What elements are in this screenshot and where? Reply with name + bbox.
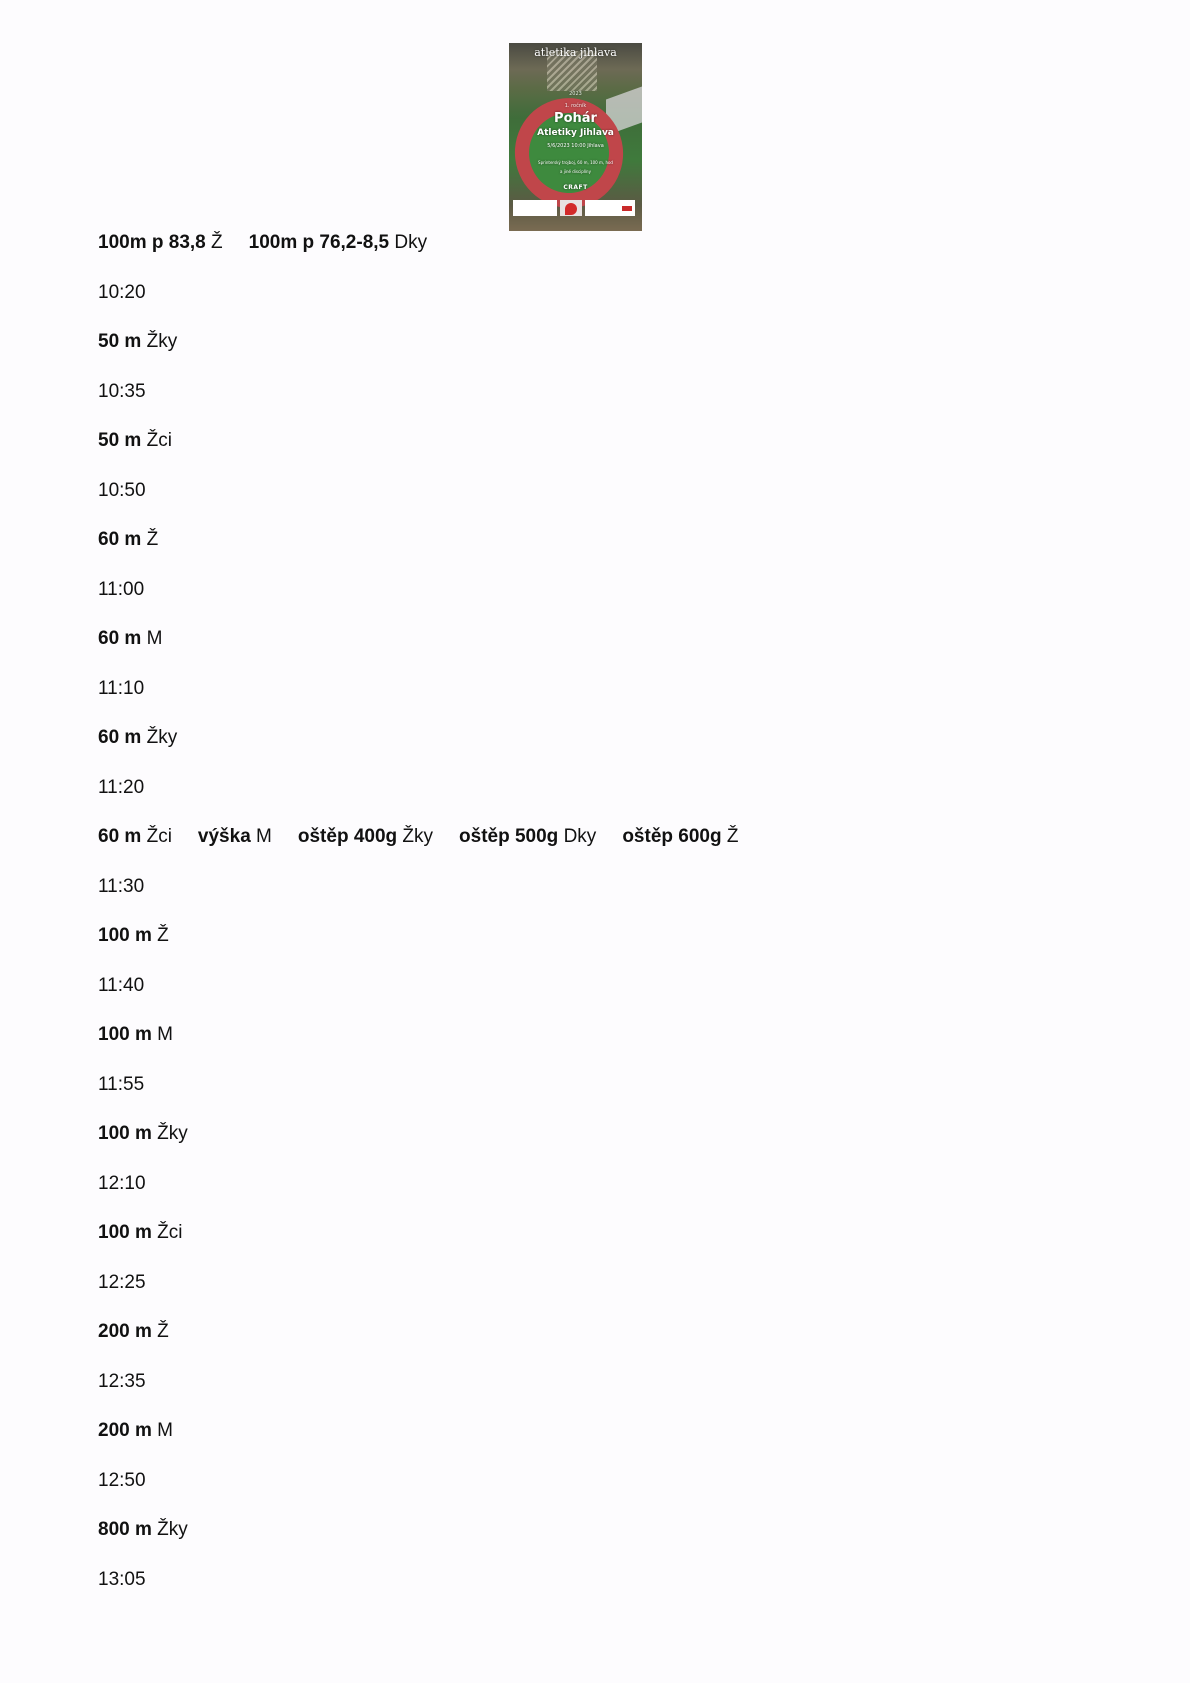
event-name: 50 m: [98, 430, 142, 451]
event-category: Žci: [157, 1222, 183, 1243]
schedule-events-row: [98, 824, 738, 850]
event-name: 100 m: [98, 1123, 152, 1144]
event-entry: [98, 230, 223, 256]
event-name: oštěp 600g: [622, 826, 722, 847]
schedule-events-row: [98, 1022, 173, 1048]
partner-logo: [513, 200, 557, 216]
event-category: M: [256, 826, 272, 847]
schedule-time: 12:25: [98, 1271, 146, 1293]
sponsor-logo: CRAFT: [563, 184, 588, 191]
schedule-events-row: [98, 725, 177, 751]
event-entry: [459, 824, 596, 850]
partner-logo: [585, 200, 635, 216]
event-entry: [98, 1220, 182, 1246]
schedule-time: 10:50: [98, 479, 146, 501]
event-category: Žci: [146, 430, 172, 451]
event-category: Žci: [146, 826, 172, 847]
schedule-events-row: [98, 230, 427, 256]
event-entry: [98, 1517, 188, 1543]
schedule-time: 12:50: [98, 1469, 146, 1491]
event-entry: [98, 1022, 173, 1048]
poster-info-1: Sprinterský trojboj, 60 m, 100 m, hod: [538, 160, 613, 165]
event-category: Žky: [157, 1519, 188, 1540]
schedule-time: 11:20: [98, 776, 145, 798]
event-entry: [249, 230, 428, 256]
event-name: oštěp 400g: [297, 826, 398, 847]
event-name: 100m p 76,2-8,5: [248, 232, 390, 253]
event-name: 100 m: [98, 1222, 152, 1243]
schedule-time: 10:35: [98, 380, 146, 402]
event-entry: [98, 824, 172, 850]
schedule-events-row: [98, 923, 169, 949]
event-category: Žky: [146, 331, 178, 352]
schedule-time: 11:10: [98, 677, 145, 699]
schedule-time: 13:05: [98, 1568, 146, 1590]
event-entry: [622, 824, 738, 850]
event-category: Žky: [402, 826, 434, 847]
event-name: 100 m: [98, 925, 152, 946]
event-entry: [98, 923, 169, 949]
partner-logos: [513, 200, 638, 218]
schedule-events-row: [98, 1220, 182, 1246]
event-name: 800 m: [98, 1519, 152, 1540]
schedule-events-row: [98, 428, 172, 454]
event-entry: [98, 725, 177, 751]
event-entry: [298, 824, 433, 850]
schedule-events-row: [98, 1121, 188, 1147]
schedule-time: 12:35: [98, 1370, 146, 1392]
event-category: M: [157, 1420, 173, 1441]
poster-brand: atletika jihlava: [534, 46, 617, 59]
event-category: Žky: [157, 1123, 188, 1144]
poster-subtitle: Atletiky Jihlava: [537, 128, 614, 138]
event-name: 50 m: [98, 331, 142, 352]
event-entry: [98, 329, 177, 355]
event-category: Ž: [146, 529, 159, 550]
schedule-events-row: [98, 626, 162, 652]
poster-year: 2023: [569, 91, 582, 97]
poster-date: 5/6/2023 10:00 Jihlava: [547, 143, 604, 149]
event-category: Ž: [726, 826, 739, 847]
schedule-time: 11:40: [98, 974, 145, 996]
event-entry: [98, 1319, 169, 1345]
event-entry: [98, 1121, 188, 1147]
event-category: Dky: [394, 232, 428, 253]
partner-logo: [560, 200, 582, 216]
event-name: 100 m: [98, 1024, 152, 1045]
poster-title: Pohár: [554, 111, 597, 126]
schedule-events-row: [98, 1418, 173, 1444]
event-name: 100m p 83,8: [98, 232, 206, 253]
event-poster-image: [509, 43, 642, 231]
event-name: výška: [197, 826, 251, 847]
event-name: 200 m: [98, 1321, 152, 1342]
event-name: 200 m: [98, 1420, 152, 1441]
event-category: Dky: [563, 826, 597, 847]
event-category: Ž: [157, 925, 169, 946]
event-name: oštěp 500g: [459, 826, 559, 847]
event-entry: [98, 1418, 173, 1444]
event-entry: [98, 527, 158, 553]
event-name: 60 m: [98, 727, 142, 748]
event-name: 60 m: [98, 826, 142, 847]
schedule-events-row: [98, 527, 158, 553]
event-category: Ž: [157, 1321, 169, 1342]
schedule-time: 11:30: [98, 875, 145, 897]
event-name: 60 m: [98, 628, 142, 649]
event-category: Ž: [211, 232, 223, 253]
poster-info-2: a jiné disciplíny: [560, 169, 591, 174]
schedule-events-row: [98, 1319, 169, 1345]
event-category: M: [157, 1024, 173, 1045]
event-category: M: [146, 628, 163, 649]
schedule-events-row: [98, 329, 177, 355]
event-category: Žky: [146, 727, 178, 748]
event-entry: [98, 428, 172, 454]
schedule-time: 12:10: [98, 1172, 146, 1194]
event-entry: [98, 626, 162, 652]
schedule-time: 11:55: [98, 1073, 145, 1095]
event-name: 60 m: [98, 529, 142, 550]
schedule-time: 10:20: [98, 281, 146, 303]
schedule-time: 11:00: [98, 578, 145, 600]
schedule-events-row: [98, 1517, 188, 1543]
poster-edition: 1. ročník: [564, 103, 587, 109]
event-entry: [198, 824, 272, 850]
